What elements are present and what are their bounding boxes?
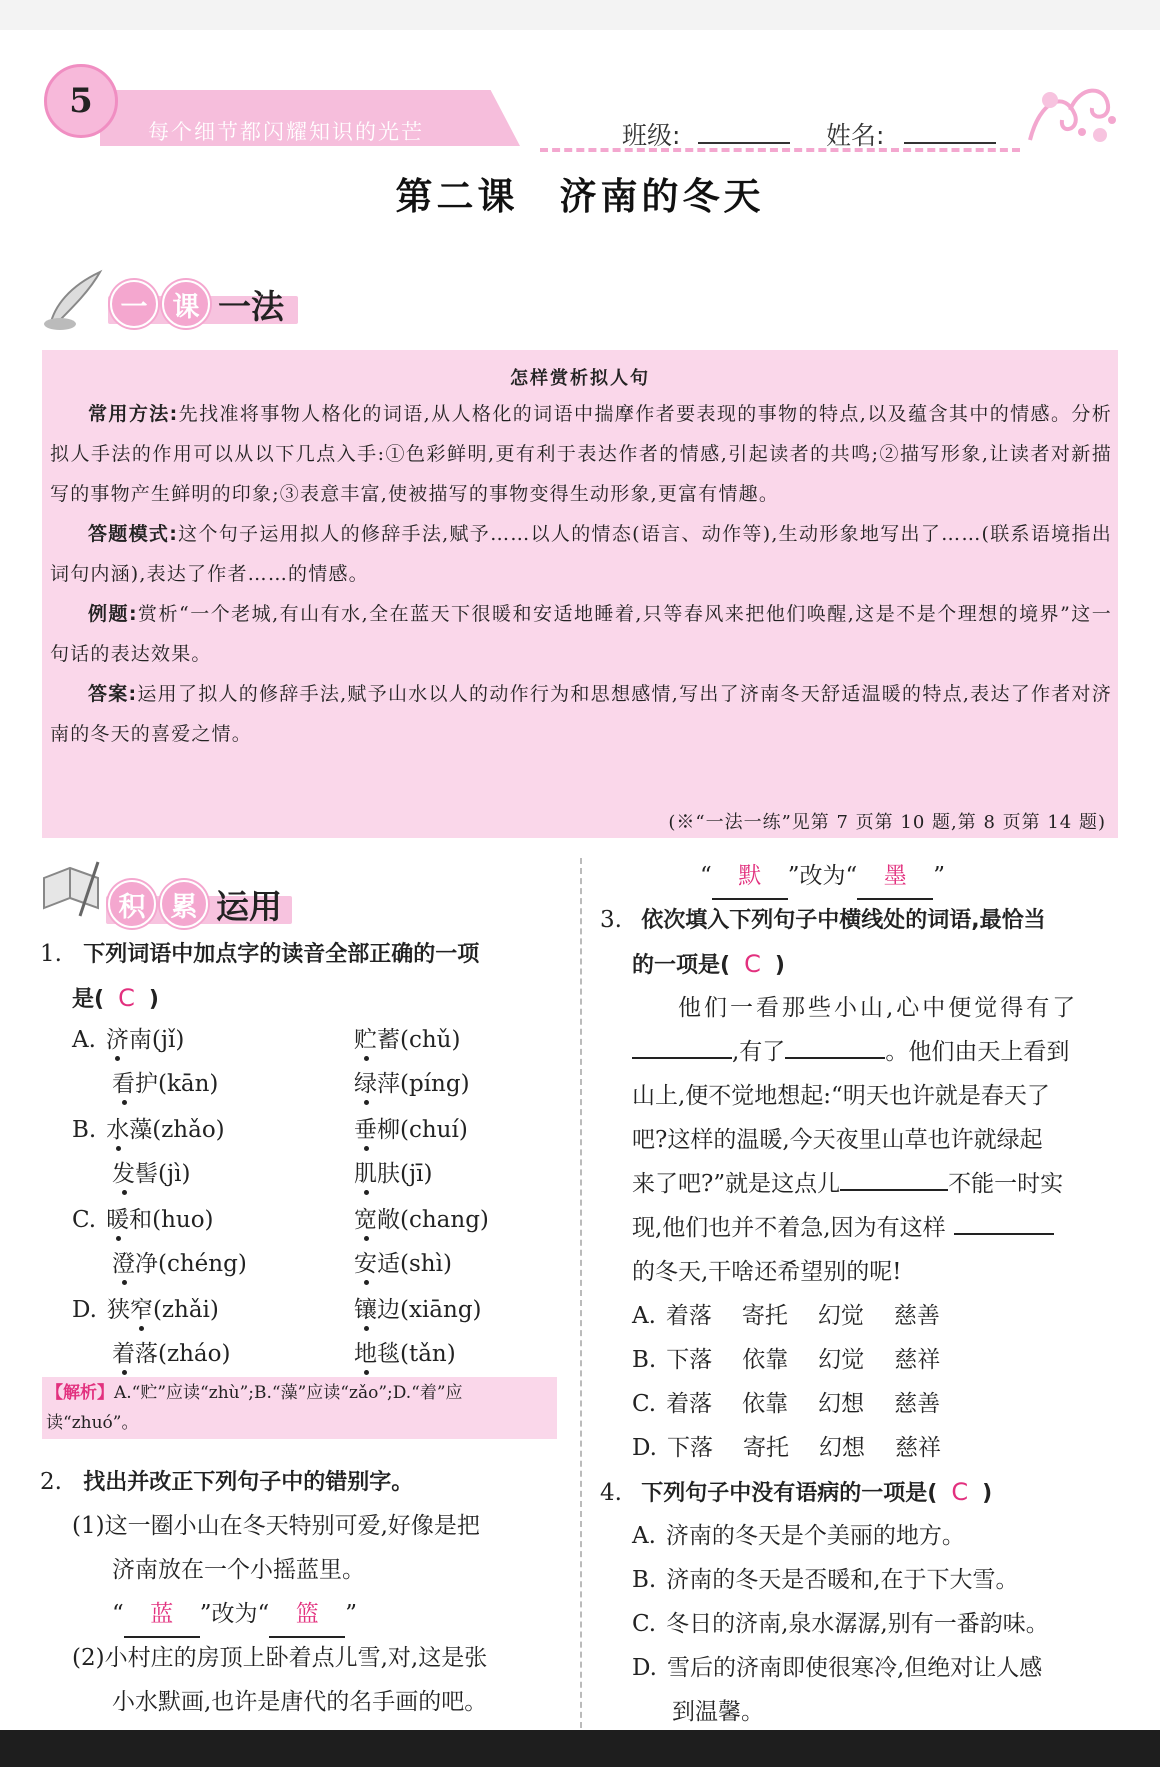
q1-word [354, 1297, 482, 1323]
q1-analysis-tag: 【解析】 [46, 1383, 114, 1403]
q1-word-char2: 蓄 [377, 1027, 400, 1053]
q2-s2-change: ”改为“ [787, 863, 858, 889]
q2-s1-change: ”改为“ [199, 1601, 270, 1627]
q3-option-word: 着落 [666, 1391, 713, 1417]
q3-l6-text: 现,他们也并不着急,因为有这样 [632, 1215, 946, 1241]
section1-rest: 一法 [218, 286, 284, 326]
q1-word [106, 1117, 224, 1143]
method-label-2: 答题模式: [88, 523, 179, 545]
q2-s1-wrong-blank[interactable]: 蓝 [124, 1592, 200, 1638]
q1-option-letter: C. [72, 1207, 97, 1233]
q1-number: 1. [40, 941, 62, 967]
q1-option-d-word2 [354, 1288, 482, 1332]
q1-word-dotted-char: 绿 [354, 1071, 377, 1097]
q1-option-a-word4 [354, 1062, 470, 1106]
q2-s2-right-blank[interactable]: 墨 [857, 854, 933, 900]
q3-option-letter: A. [632, 1303, 656, 1329]
method-para-1 [50, 394, 1112, 514]
q4-answer[interactable]: C [951, 1478, 969, 1506]
q1-word-dotted-char: 垂 [354, 1117, 377, 1143]
q3-option-word: 下落 [666, 1347, 713, 1373]
method-note: (※“一法一练”见第 7 页第 10 题,第 8 页第 14 题) [668, 812, 1106, 833]
q4-d-continuation: 到温馨。 [672, 1699, 764, 1725]
q1-word-pinyin: (zhǎo) [152, 1117, 225, 1143]
q3-option-letter: C. [632, 1391, 657, 1417]
section1-heading [110, 280, 284, 328]
q4-option-a[interactable] [632, 1514, 965, 1558]
q1-option-b-word2 [354, 1108, 468, 1152]
q3-stem-line2 [632, 942, 785, 988]
q2-number: 2. [40, 1469, 62, 1495]
method-text-3: 赏析“一个老城,有山有水,全在蓝天下很暖和安适地睡着,只等春风来把他们唤醒,这是不是个理想的境界”这一句话的表达效果。 [50, 603, 1112, 665]
q2-stem-line [40, 1460, 413, 1505]
q1-option-a-row1[interactable] [72, 1018, 184, 1062]
q4-option-text: 济南的冬天是个美丽的地方。 [665, 1523, 965, 1549]
q2-s2-line2: 小水默画,也许是唐代的名手画的吧。 [112, 1689, 488, 1715]
q3-blank-2[interactable] [785, 1057, 885, 1059]
q2-s1-open-quote: “ [112, 1601, 124, 1627]
q1-word [354, 1161, 432, 1187]
q1-stem-line1 [40, 932, 479, 977]
method-box [42, 350, 1118, 838]
q1-option-letter: D. [72, 1297, 97, 1323]
name-label: 姓名: [826, 121, 885, 150]
flower-ornament-icon [1020, 80, 1120, 150]
q1-word-pinyin: (zháo) [158, 1341, 231, 1367]
q1-option-c-row1[interactable] [72, 1198, 214, 1242]
q2-s2-line1 [72, 1636, 487, 1680]
q1-option-d-row2 [112, 1332, 230, 1376]
quill-pen-icon [40, 266, 106, 332]
q3-l1: 他们一看那些小山,心中便觉得有了 [678, 995, 1079, 1021]
q1-option-letter: A. [72, 1027, 96, 1053]
q3-l2b: 。他们由天上看到 [885, 1039, 1070, 1065]
q1-word-pinyin: (chuí) [400, 1117, 468, 1143]
section2-circle2: 累 [160, 880, 208, 928]
name-field[interactable] [904, 142, 996, 144]
q3-option-a[interactable] [632, 1294, 940, 1338]
q1-stem2-pre: 是( [72, 987, 105, 1012]
q1-analysis [42, 1377, 557, 1439]
q1-option-c-word4 [354, 1242, 452, 1286]
q3-option-word: 慈祥 [894, 1347, 941, 1373]
section2-circle1: 积 [108, 880, 156, 928]
q1-word [354, 1251, 452, 1277]
q3-l5b: 不能一时实 [948, 1171, 1064, 1197]
q1-word-pinyin: (zhǎi) [152, 1297, 219, 1323]
q1-word-dotted-char: 着 [112, 1341, 135, 1367]
method-para-3 [50, 594, 1112, 674]
q2-s2-close-quote: ” [933, 863, 946, 889]
q3-blank-1[interactable] [632, 1057, 732, 1059]
q1-option-a-row2 [112, 1062, 218, 1106]
q3-stem1: 依次填入下列句子中横线处的词语,最恰当 [641, 908, 1046, 933]
q3-l6 [632, 1206, 1054, 1250]
q1-word-char2: 适 [377, 1251, 400, 1277]
q4-option-letter: A. [632, 1523, 656, 1549]
q1-analysis-text: A.“贮”应读“zhù”;B.“藻”应读“zǎo”;D.“着”应读“zhuó”。 [46, 1383, 463, 1433]
q1-word-dotted-char: 暖 [106, 1207, 130, 1233]
q3-option-word: 寄托 [741, 1303, 788, 1329]
q3-stem2-pre: 的一项是( [632, 953, 731, 978]
workbook-page [0, 30, 1160, 1730]
q1-word-char2: 髻 [135, 1161, 158, 1187]
q1-word [106, 1027, 184, 1053]
q1-word-pinyin: (chang) [400, 1207, 489, 1233]
method-para-2 [50, 514, 1112, 594]
q1-word-char2: 净 [135, 1251, 158, 1277]
method-label-4: 答案: [88, 683, 138, 705]
q4-option-text: 雪后的济南即使很寒冷,但绝对让人感 [666, 1655, 1043, 1681]
q3-l2a: ,有了 [732, 1039, 786, 1065]
q4-option-letter: C. [632, 1611, 657, 1637]
q2-stem: 找出并改正下列句子中的错别字。 [83, 1470, 414, 1495]
q1-stem-line2 [72, 976, 159, 1022]
q1-word-pinyin: (tǎn) [400, 1341, 456, 1367]
q4-option-text: 冬日的济南,泉水潺潺,别有一番韵味。 [666, 1611, 1049, 1637]
q1-word-char2: 南 [128, 1027, 152, 1053]
q3-option-word: 幻想 [818, 1391, 865, 1417]
q1-word-dotted-char: 镶 [354, 1297, 377, 1323]
q1-word-char2: 柳 [377, 1117, 400, 1143]
q1-word [354, 1207, 489, 1233]
q1-word [354, 1071, 470, 1097]
q1-word-pinyin: (chéng) [158, 1251, 247, 1277]
q3-l7: 的冬天,干啥还希望别的呢! [632, 1259, 902, 1285]
q1-option-d-word4 [354, 1332, 456, 1376]
q1-word [354, 1027, 460, 1053]
q3-option-word: 下落 [666, 1435, 713, 1461]
lesson-title: 第二课 济南的冬天 [395, 174, 765, 218]
q2-s1-line1 [72, 1504, 480, 1548]
q3-option-word: 慈祥 [894, 1435, 941, 1461]
q1-word-char2: 落 [135, 1341, 158, 1367]
q1-word-dotted-char: 水 [106, 1117, 130, 1143]
q1-word-char2: 护 [135, 1071, 158, 1097]
q1-word-char1: 狭 [106, 1297, 130, 1323]
method-text-1: 先找准将事物人格化的词语,从人格化的词语中揣摩作者要表现的事物的特点,以及蕴含其中的情感。分析拟人手法的作用可以从以下几点入手:①色彩鲜明,更有利于表达作者的情感,引起读者的共鸣;②描写形象,让读者对新描写的事物产生鲜明的印象;③表意丰富,使被描写的事物变得生动形象,更富有情趣。 [50, 403, 1113, 505]
q3-l4: 吧?这样的温暖,今天夜里山草也许就绿起 [632, 1127, 1043, 1153]
method-text [50, 394, 1112, 754]
q1-word-char2: 毯 [377, 1341, 400, 1367]
q1-word-dotted-char: 澄 [112, 1251, 135, 1277]
q1-word-dotted-char: 地 [354, 1341, 377, 1367]
q1-option-c-row2 [112, 1242, 247, 1286]
q4-option-text: 济南的冬天是否暖和,在于下大雪。 [666, 1567, 1019, 1593]
q4-option-d[interactable] [632, 1646, 1042, 1690]
column-divider [580, 858, 582, 1738]
q3-option-c[interactable] [632, 1382, 940, 1426]
q1-word-pinyin: (kān) [158, 1071, 219, 1097]
q1-option-b-row2 [112, 1152, 190, 1196]
q4-number: 4. [600, 1480, 622, 1506]
q3-l5a: 来了吧?”就是这点儿 [632, 1171, 841, 1197]
section2-heading [108, 880, 282, 928]
q2-s2-num: (2) [72, 1645, 105, 1671]
q1-word-dotted-char: 发 [112, 1161, 135, 1187]
q3-option-letter: D. [632, 1435, 657, 1461]
q1-word-pinyin: (jì) [158, 1161, 191, 1187]
q1-option-d-row1[interactable] [72, 1288, 219, 1332]
q3-option-word: 依靠 [742, 1391, 789, 1417]
q3-stem-line1 [600, 898, 1046, 943]
q1-option-a-word2 [354, 1018, 460, 1062]
q4-stem-pre: 下列句子中没有语病的一项是( [641, 1481, 938, 1506]
q1-option-b-row1[interactable] [72, 1108, 225, 1152]
q3-option-word: 着落 [665, 1303, 712, 1329]
q3-option-word: 寄托 [742, 1435, 789, 1461]
class-field[interactable] [698, 142, 790, 144]
slogan: 每个细节都闪耀知识的光芒 [148, 120, 424, 144]
q3-stem2-post: ) [774, 953, 785, 978]
q4-stem-line [600, 1470, 992, 1516]
q1-option-c-word2 [354, 1198, 489, 1242]
q1-word [107, 1297, 219, 1323]
top-margin [0, 0, 1160, 30]
q1-word [106, 1207, 213, 1233]
q2-s2-text1: 小村庄的房顶上卧着点儿雪,对,这是张 [104, 1645, 488, 1671]
q2-s1-line2: 济南放在一个小摇蓝里。 [112, 1557, 365, 1583]
method-text-2: 这个句子运用拟人的修辞手法,赋予……以人的情态(语言、动作等),生动形象地写出了……(联系语境指出词句内涵),表达了作者……的情感。 [50, 523, 1112, 585]
q1-word-dotted-char: 宽 [354, 1207, 377, 1233]
q2-s2-wrong-blank[interactable]: 默 [712, 854, 788, 900]
q3-option-word: 幻觉 [818, 1347, 865, 1373]
q1-word-char2: 肤 [377, 1161, 400, 1187]
q1-word [112, 1251, 247, 1277]
q1-word-dotted-char: 窄 [129, 1297, 153, 1323]
q1-option-letter: B. [72, 1117, 97, 1143]
q3-option-word: 依靠 [742, 1347, 789, 1373]
q1-word-pinyin: (jī) [400, 1161, 433, 1187]
method-title: 怎样赏析拟人句 [510, 368, 650, 389]
q1-word-pinyin: (xiāng) [400, 1297, 482, 1323]
q3-option-word: 幻觉 [817, 1303, 864, 1329]
q3-l3: 山上,便不觉地想起:“明天也许就是春天了 [632, 1083, 1050, 1109]
q3-l5 [632, 1162, 1063, 1206]
class-label: 班级: [622, 121, 681, 150]
section2-rest: 运用 [216, 886, 282, 926]
q3-option-letter: B. [632, 1347, 657, 1373]
q1-word-dotted-char: 安 [354, 1251, 377, 1277]
q2-s1-text1: 这一圈小山在冬天特别可爱,好像是把 [104, 1513, 480, 1539]
header-dash-line [540, 148, 1020, 152]
q1-word-pinyin: (jǐ) [151, 1027, 185, 1053]
q1-word-pinyin: (píng) [400, 1071, 470, 1097]
q1-word-dotted-char: 看 [112, 1071, 135, 1097]
q1-answer[interactable]: C [118, 984, 135, 1012]
section1-circle2: 课 [162, 280, 210, 328]
q1-word-char2: 藻 [129, 1117, 153, 1143]
q1-word-dotted-char: 肌 [354, 1161, 377, 1187]
q3-l2 [632, 1030, 1069, 1074]
q3-option-word: 慈善 [894, 1391, 941, 1417]
q3-number: 3. [600, 907, 622, 933]
q1-option-b-word4 [354, 1152, 432, 1196]
q4-option-letter: B. [632, 1567, 657, 1593]
q2-s1-correction [112, 1592, 357, 1638]
q4-option-c[interactable] [632, 1602, 1049, 1646]
method-para-4 [50, 674, 1112, 754]
q4-option-letter: D. [632, 1655, 657, 1681]
q1-word-dotted-char: 济 [105, 1027, 129, 1053]
q2-s1-close-quote: ” [345, 1601, 358, 1627]
q2-s2-open-quote: “ [700, 863, 712, 889]
q1-word-char2: 萍 [377, 1071, 400, 1097]
bottom-margin [0, 1730, 1160, 1767]
q4-stem-post: ) [982, 1481, 993, 1506]
q3-option-d[interactable] [632, 1426, 941, 1470]
q3-answer[interactable]: C [744, 950, 761, 978]
q1-word-char2: 敞 [377, 1207, 400, 1233]
method-label-1: 常用方法: [88, 403, 179, 425]
q3-option-word: 幻想 [818, 1435, 865, 1461]
method-label-3: 例题: [88, 603, 138, 625]
book-pen-icon [40, 858, 104, 922]
q3-blank-3[interactable] [840, 1189, 948, 1191]
q2-s2-correction [700, 854, 945, 900]
q4-option-b[interactable] [632, 1558, 1019, 1602]
q1-word [112, 1341, 230, 1367]
q1-word-char2: 边 [377, 1297, 400, 1323]
q1-word [354, 1117, 468, 1143]
page-number: 5 [44, 64, 118, 138]
q1-word [112, 1161, 190, 1187]
q1-word-dotted-char: 贮 [354, 1027, 377, 1053]
q1-stem1: 下列词语中加点字的读音全部正确的一项 [83, 942, 480, 967]
q3-option-b[interactable] [632, 1338, 940, 1382]
method-text-4: 运用了拟人的修辞手法,赋予山水以人的动作行为和思想感情,写出了济南冬天舒适温暖的特点,表达了作者对济南的冬天的喜爱之情。 [50, 683, 1112, 745]
q2-s1-right-blank[interactable]: 篮 [269, 1592, 345, 1638]
q2-s1-num: (1) [72, 1513, 105, 1539]
q1-stem2-post: ) [148, 987, 159, 1012]
q1-word [112, 1071, 218, 1097]
q3-option-word: 慈善 [893, 1303, 940, 1329]
q1-word-pinyin: (shì) [400, 1251, 452, 1277]
section1-circle1: 一 [110, 280, 158, 328]
q1-word [354, 1341, 456, 1367]
q1-word-pinyin: (huo) [152, 1207, 214, 1233]
q3-blank-4[interactable] [954, 1233, 1054, 1235]
q1-word-pinyin: (chǔ) [400, 1027, 461, 1053]
q1-word-char2: 和 [129, 1207, 153, 1233]
